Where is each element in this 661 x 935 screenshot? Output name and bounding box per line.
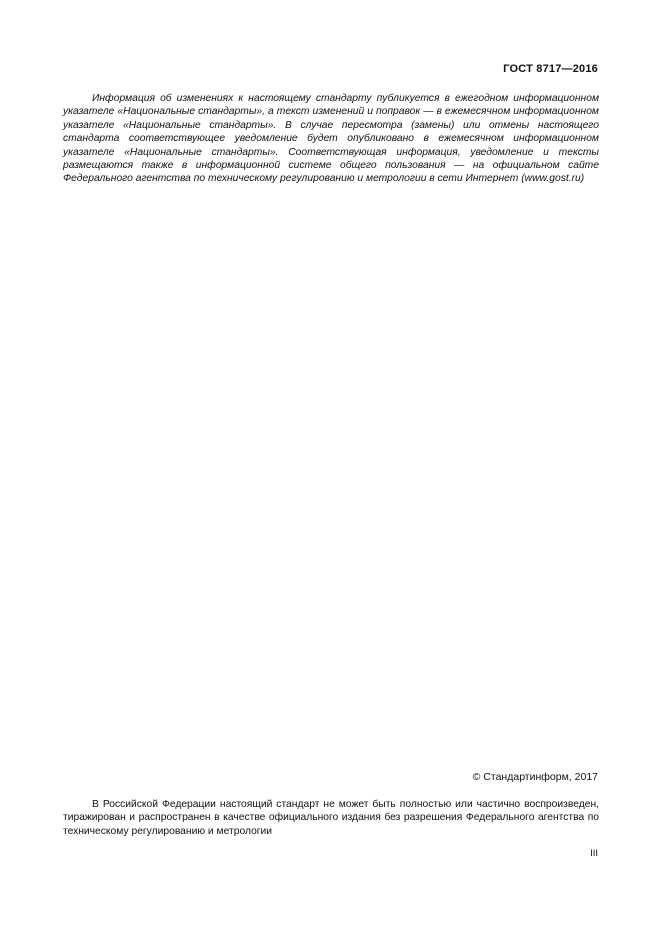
- amendments-info-paragraph: Информация об изменениях к настоящему стандарту публикуется в ежегодном информационном указателе «Национальные стандарты», а текст изменений и поправок — в ежемесячном информационном указателе «Национальные стандарты». В случае пересмотра (замены) или отмены настоящего стандарта соответствующее уведомление будет опубликовано в ежемесячном информационном указателе «Национальные стандарты». Соответствующая информация, уведомление и тексты размещаются также в информационной системе общего пользования — на официальном сайте Федерального агентства по техническому регулированию и метрологии в сети Интернет (www.gost.ru): [63, 93, 599, 185]
- page-number: III: [590, 848, 598, 859]
- reproduction-restriction-paragraph: В Российской Федерации настоящий стандарт не может быть полностью или частично воспроизведен, тиражирован и распространен в качестве официального издания без разрешения Федерального агентства по техническому регулированию и метрологии: [63, 799, 599, 837]
- copyright-notice: © Стандартинформ, 2017: [472, 771, 598, 783]
- standard-code-header: ГОСТ 8717—2016: [503, 63, 598, 75]
